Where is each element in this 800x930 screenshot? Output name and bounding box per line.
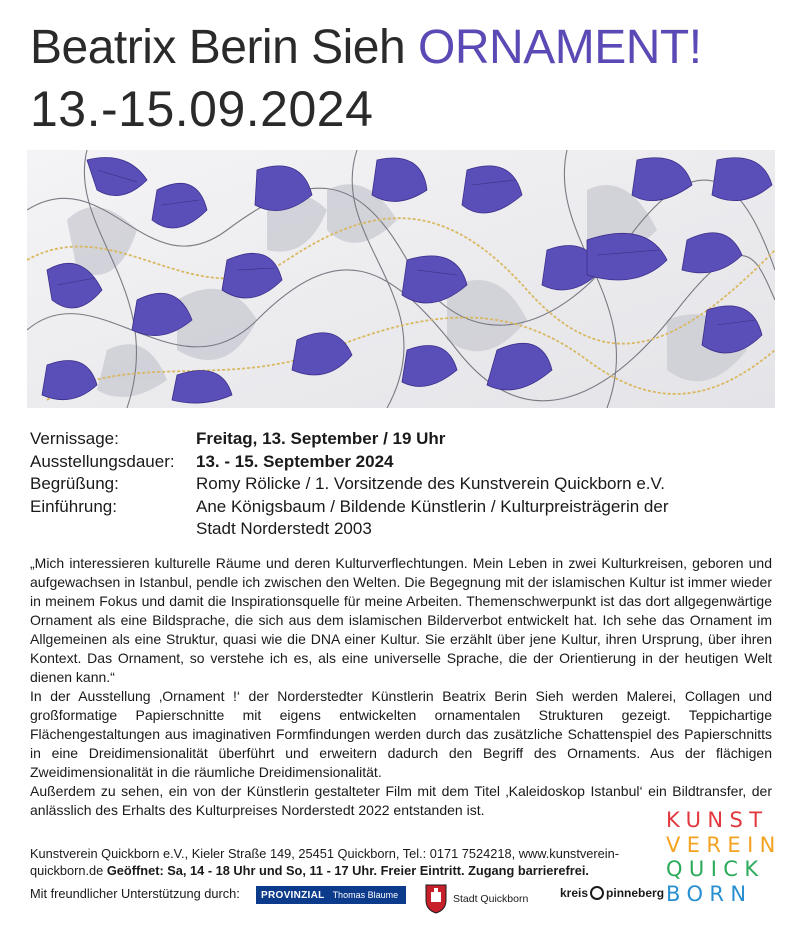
artwork-papercut: [27, 150, 775, 408]
provinzial-name: PROVINZIAL: [261, 889, 325, 901]
exhibition-dates: 13.-15.09.2024: [30, 81, 374, 137]
page-title: [30, 21, 702, 74]
support-label: Mit freundlicher Unterstützung durch:: [30, 886, 240, 901]
pinneberg-word: pinneberg: [606, 886, 665, 900]
film-paragraph: Außerdem zu sehen, ein von der Künstlerin gestalteter Film mit dem Titel ‚Kaleidoskop Istanbul‘ ein Bildtransfer, der anlässlich des Erhalts des Kulturpreises Norderstedt 2022 entstanden ist.: [30, 783, 772, 818]
detail-value: Romy Rölicke / 1. Vorsitzende des Kunstverein Quickborn e.V.: [196, 474, 665, 493]
artist-name: Beatrix Berin Sieh: [30, 21, 406, 74]
crest-icon: [425, 884, 447, 914]
address-text: Kunstverein Quickborn e.V., Kieler Straße 149, 25451 Quickborn, Tel.: 0171 7524218, www.kunstverein-quickborn.de: [30, 846, 619, 878]
event-details: [30, 428, 750, 541]
kreis-word: kreis: [560, 886, 589, 900]
provinzial-logo: [256, 886, 406, 904]
kunstverein-logo: [666, 808, 782, 906]
detail-row-welcome: [30, 473, 750, 496]
artwork-image: [27, 150, 775, 408]
detail-label: Einführung:: [30, 496, 117, 516]
exhibition-paragraph: In der Ausstellung ‚Ornament !‘ der Norderstedter Künstlerin Beatrix Berin Sieh werden Malerei, Collagen und großformatige Papierschnitte mit eigens entwickelten ornamentalen Strukturen gezeigt. Teppichartige Flächengestaltungen aus imaginativen Formfindungen werden durch das zusätzliche Schattenspiel des Papierschnitts in eine Dreidimensionalität überführt und erweitern dadurch den Begriff des Ornaments. Aus der flächigen Zweidimensionalität in die räumliche Dreidimensionalität.: [30, 688, 772, 780]
detail-row-vernissage: [30, 428, 750, 451]
detail-label: Vernissage:: [30, 429, 119, 448]
provinzial-agent: Thomas Blaume: [332, 890, 399, 900]
detail-row-duration: [30, 451, 750, 474]
logo-line-born: BORN: [666, 881, 753, 906]
detail-value: Ane Königsbaum / Bildende Künstlerin / Kulturpreisträgerin der Stadt Norderstedt 2003: [196, 496, 669, 538]
logo-line-quick: QUICK: [666, 857, 765, 881]
detail-label: Begrüßung:: [30, 474, 119, 493]
exhibition-title: ORNAMENT!: [418, 21, 702, 74]
footer-address: [30, 845, 670, 879]
opening-hours: Geöffnet: Sa, 14 - 18 Uhr und So, 11 - 17 Uhr. Freier Eintritt. Zugang barrierefrei.: [106, 863, 589, 878]
logo-line-verein: VEREIN: [666, 832, 782, 857]
detail-value: Freitag, 13. September / 19 Uhr: [196, 429, 446, 448]
detail-label: Ausstellungsdauer:: [30, 451, 175, 471]
kreis-pinneberg-logo: [560, 886, 664, 900]
stadt-name: Stadt Quickborn: [453, 893, 529, 905]
stadt-quickborn-logo: [425, 884, 528, 914]
ring-icon: [590, 886, 604, 900]
artist-quote: „Mich interessieren kulturelle Räume und deren Kulturverflechtungen. Mein Leben in zwei Kulturkreisen, geboren und aufgewachsen in Istanbul, pendle ich zwischen den Welten. Die Begegnung mit der islamischen Kultur ist immer wieder in meinem Fokus und damit die Inspirationsquelle für meine Arbeiten. Themenschwerpunkt ist das dort allgegenwärtige Ornament als eine Bildsprache, die sich aus dem islamischen Bilderverbot entwickelt hat. Ich sehe das Ornament im Allgemeinen als eine Struktur, quasi wie die DNA einer Kultur. Sie erzählt über jene Kultur, ihren Ursprung, über ihren Kontext. Das Ornament, so verstehe ich es, als eine universelle Sprache, die der Orientierung in der heutigen Welt dienen kann.“: [30, 555, 772, 685]
detail-value: 13. - 15. September 2024: [196, 451, 394, 471]
logo-line-kunst: KUNST: [666, 808, 769, 832]
detail-row-introduction: [30, 496, 750, 541]
description-text: [30, 554, 772, 820]
